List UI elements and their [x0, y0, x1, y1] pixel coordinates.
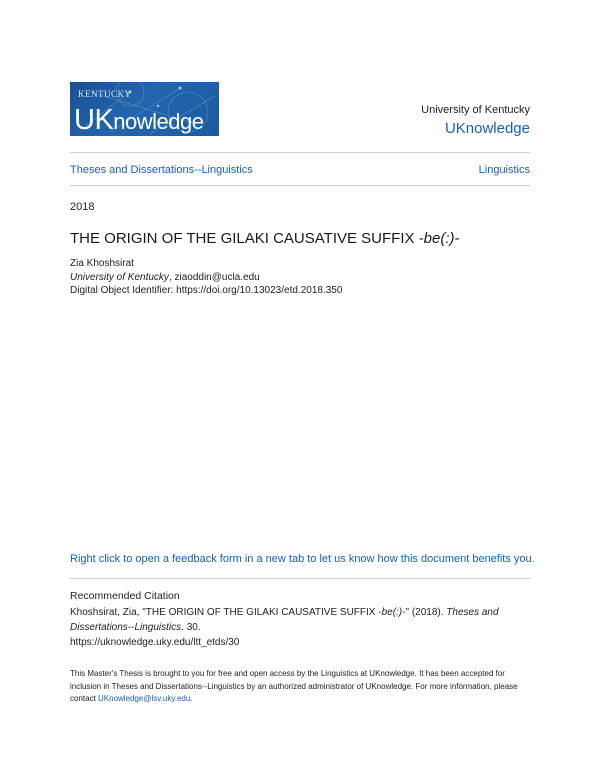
repository-name[interactable]: UKnowledge: [444, 120, 530, 137]
feedback-link[interactable]: Right click to open a feedback form in a new tab to let us know how this document benefits you.: [70, 553, 535, 565]
citation-part3: . 30.: [181, 622, 201, 633]
footer-notice: [70, 668, 532, 706]
breadcrumb-collection-link[interactable]: Theses and Dissertations--Linguistics: [70, 164, 253, 176]
logo-kentucky-label: KENTUCKY: [78, 89, 132, 99]
citation-part2: " (2018).: [405, 607, 447, 618]
uknowledge-logo[interactable]: [70, 82, 219, 136]
affiliation-university: University of Kentucky: [70, 272, 169, 283]
footer-end: .: [190, 694, 193, 703]
divider-top: [70, 152, 530, 153]
author-email: , ziaoddin@ucla.edu: [168, 272, 260, 283]
citation-italic-suffix: -be(:)-: [378, 607, 406, 618]
doi-line: Digital Object Identifier: https://doi.org/10.13023/etd.2018.350: [70, 285, 343, 296]
citation-part1: Khoshsirat, Zia, "THE ORIGIN OF THE GILAKI CAUSATIVE SUFFIX: [70, 607, 379, 618]
citation-text: [70, 605, 530, 650]
footer-email-link[interactable]: UKnowledge@lsv.uky.edu: [98, 694, 191, 703]
title-main: THE ORIGIN OF THE GILAKI CAUSATIVE SUFFIX: [70, 230, 419, 247]
recommended-citation-heading: Recommended Citation: [70, 590, 180, 602]
citation-url[interactable]: https://uknowledge.uky.edu/ltt_etds/30: [70, 637, 240, 648]
logo-uk: UK: [74, 104, 114, 136]
footer-text: This Master's Thesis is brought to you for free and open access by the Linguistics at UKnowledge. It has been accepted for inclusion in Theses and Dissertations--Linguistics by an authorized administrator of UKnowledge. For more information, please contact: [70, 669, 518, 703]
breadcrumb-department-link[interactable]: Linguistics: [478, 164, 530, 176]
publication-year: 2018: [70, 201, 95, 213]
title-italic: -be(:)-: [418, 230, 460, 247]
divider-citation: [70, 578, 530, 579]
divider-breadcrumb: [70, 185, 530, 186]
citation-series: Theses and Dissertations--Linguistics: [70, 607, 499, 633]
author-name: Zia Khoshsirat: [70, 258, 134, 269]
logo-nowledge: nowledge: [113, 109, 204, 134]
institution-name: University of Kentucky: [421, 104, 530, 116]
document-title: [70, 230, 460, 247]
author-affiliation: [70, 272, 260, 283]
logo-wordmark: [74, 104, 203, 136]
